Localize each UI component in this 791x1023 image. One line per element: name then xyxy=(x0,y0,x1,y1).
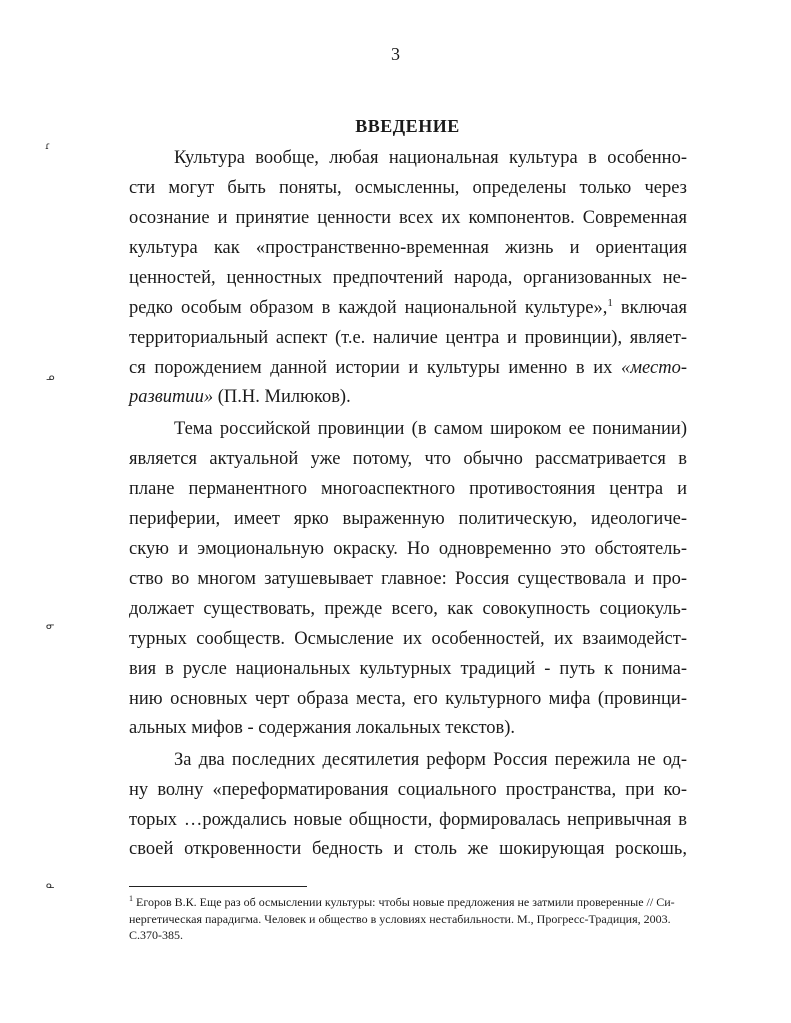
italic-fragment: развитии» xyxy=(129,387,214,407)
text-line xyxy=(129,357,687,379)
scan-mark: ᓂ xyxy=(46,621,55,632)
text-line: вия в русле национальных культурных традиций - путь к понима- xyxy=(129,659,687,679)
text-line: является актуальной уже потому, что обычно рассматривается в xyxy=(129,449,687,469)
text-line xyxy=(129,297,687,319)
text-line: торых …рождались новые общности, формировалась непривычная в xyxy=(129,810,687,830)
text-line: ну волну «переформатирования социального пространства, при ко- xyxy=(129,780,687,800)
text-line: Культура вообще, любая национальная культура в особенно- xyxy=(174,148,687,168)
footnote-divider xyxy=(129,886,307,887)
text-line: осознание и принятие ценности всех их компонентов. Современная xyxy=(129,208,687,228)
text-line: скую и эмоциональную окраску. Но одновременно это обстоятель- xyxy=(129,539,687,559)
scan-mark: ᓇ xyxy=(46,880,55,891)
text-line: культура как «пространственно-временная жизнь и ориентация xyxy=(129,238,687,258)
text-line: альных мифов - содержания локальных текстов). xyxy=(129,718,516,738)
text-line: плане перманентного многоаспектного противостояния центра и xyxy=(129,479,687,499)
section-heading: ВВЕДЕНИЕ xyxy=(355,116,460,136)
text-fragment: ся порождением данной истории и культуры именно в их xyxy=(129,358,621,378)
text-line: периферии, имеет ярко выраженную политическую, идеологиче- xyxy=(129,509,687,529)
text-line: турных сообществ. Осмысление их особенностей, их взаимодейст- xyxy=(129,629,687,649)
text-line: За два последних десятилетия реформ Россия пережила не од- xyxy=(174,750,687,770)
footnote-text: Егоров В.К. Еще раз об осмыслении культуры: чтобы новые предложения не затмили проверенные // Си- xyxy=(133,895,675,909)
text-line: ценностей, ценностных предпочтений народа, организованных не- xyxy=(129,268,687,288)
footnote-number: 1 xyxy=(129,894,133,903)
text-fragment: (П.Н. Милюков). xyxy=(213,387,351,407)
text-line xyxy=(129,386,687,408)
footnote-line: нергетическая парадигма. Человек и общество в условиях нестабильности. М., Прогресс-Традиция, 2003. xyxy=(129,912,671,926)
text-line: должает существовать, прежде всего, как совокупность социокуль- xyxy=(129,599,687,619)
text-fragment: редко особым образом в каждой национальной культуре», xyxy=(129,298,608,318)
text-line: своей откровенности бедность и столь же шокирующая роскошь, xyxy=(129,839,687,859)
text-line: ство во многом затушевывает главное: Россия существовала и про- xyxy=(129,569,687,589)
italic-fragment: «место- xyxy=(620,358,687,378)
text-fragment: включая xyxy=(612,298,687,318)
text-line: территориальный аспект (т.е. наличие центра и провинции), являет- xyxy=(129,328,687,348)
footnote-ref: 1 xyxy=(607,297,613,309)
footnote-line: С.370-385. xyxy=(129,928,183,942)
scan-mark: ᓄ xyxy=(46,372,55,383)
scan-mark: ɾ xyxy=(45,141,51,152)
text-line: нию основных черт образа места, его культурного мифа (провинци- xyxy=(129,689,687,709)
footnote-line xyxy=(129,894,689,910)
text-line: Тема российской провинции (в самом широком ее понимании) xyxy=(174,419,687,439)
page-number: 3 xyxy=(391,44,400,64)
text-line: сти могут быть поняты, осмысленны, определены только через xyxy=(129,178,687,198)
